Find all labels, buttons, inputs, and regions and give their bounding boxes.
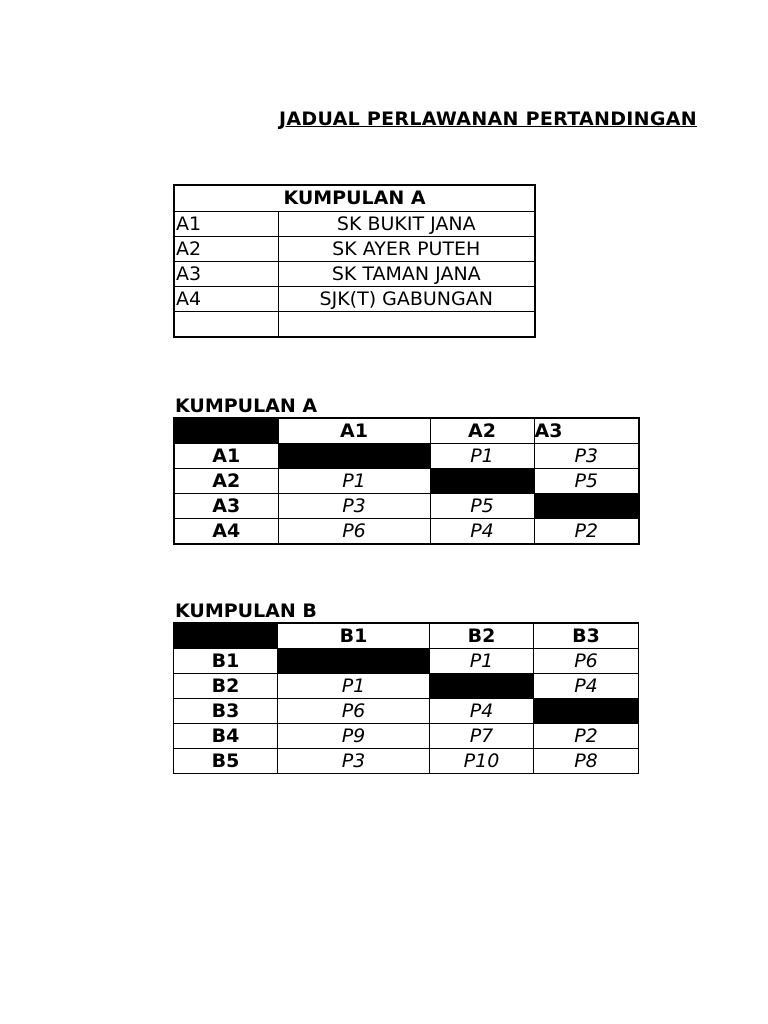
blocked-cell [534,699,639,724]
match-cell: P7 [430,724,534,749]
team-name: SK TAMAN JANA [278,262,535,287]
team-list-table [173,184,536,338]
table-row [174,724,639,749]
table-row [174,699,639,724]
match-cell: P1 [278,674,430,699]
match-cell: P3 [278,749,430,774]
match-cell: P4 [534,674,639,699]
table-row [174,674,639,699]
blocked-cell [278,444,430,469]
team-code: A3 [174,262,278,287]
match-cell: P1 [430,649,534,674]
team-code: A2 [174,237,278,262]
column-header: A2 [430,418,534,444]
row-header: B4 [174,724,278,749]
table-row [174,212,535,237]
column-header: A3 [534,418,639,444]
corner-cell [174,623,278,649]
row-header: B5 [174,749,278,774]
table-row [174,312,535,338]
group-b-label: KUMPULAN B [175,600,317,622]
table-row [174,444,639,469]
column-header: B2 [430,623,534,649]
match-cell: P4 [430,519,534,545]
team-name: SK AYER PUTEH [278,237,535,262]
row-header: B3 [174,699,278,724]
corner-cell [174,418,278,444]
document-title: JADUAL PERLAWANAN PERTANDINGAN [279,108,697,130]
group-a-label: KUMPULAN A [175,395,318,417]
match-cell: P2 [534,724,639,749]
row-header: A4 [174,519,278,545]
row-header: B2 [174,674,278,699]
team-name: SK BUKIT JANA [278,212,535,237]
match-cell: P2 [534,519,639,545]
match-cell: P3 [278,494,430,519]
match-cell: P5 [430,494,534,519]
table-row [174,469,639,494]
blocked-cell [278,649,430,674]
match-cell: P3 [534,444,639,469]
match-cell: P1 [278,469,430,494]
row-header: A2 [174,469,278,494]
match-cell: P6 [278,519,430,545]
match-cell: P6 [278,699,430,724]
blocked-cell [430,469,534,494]
blocked-cell [534,494,639,519]
table-header-row [174,418,639,444]
match-cell: P6 [534,649,639,674]
team-name [278,312,535,338]
row-header: A1 [174,444,278,469]
match-cell: P9 [278,724,430,749]
match-cell: P1 [430,444,534,469]
blocked-cell [430,674,534,699]
table-row [174,519,639,545]
team-name: SJK(T) GABUNGAN [278,287,535,312]
group-a-match-table [173,417,640,545]
team-code [174,312,278,338]
team-code: A1 [174,212,278,237]
group-b-match-table [173,622,639,774]
table-row [174,494,639,519]
table-header-row [174,185,535,212]
table-row [174,749,639,774]
team-code: A4 [174,287,278,312]
row-header: B1 [174,649,278,674]
table-header-row [174,623,639,649]
column-header: B3 [534,623,639,649]
column-header: A1 [278,418,430,444]
match-cell: P4 [430,699,534,724]
table-row [174,287,535,312]
team-list-header: KUMPULAN A [174,185,535,212]
table-row [174,237,535,262]
row-header: A3 [174,494,278,519]
column-header: B1 [278,623,430,649]
table-row [174,649,639,674]
match-cell: P5 [534,469,639,494]
table-row [174,262,535,287]
match-cell: P8 [534,749,639,774]
match-cell: P10 [430,749,534,774]
